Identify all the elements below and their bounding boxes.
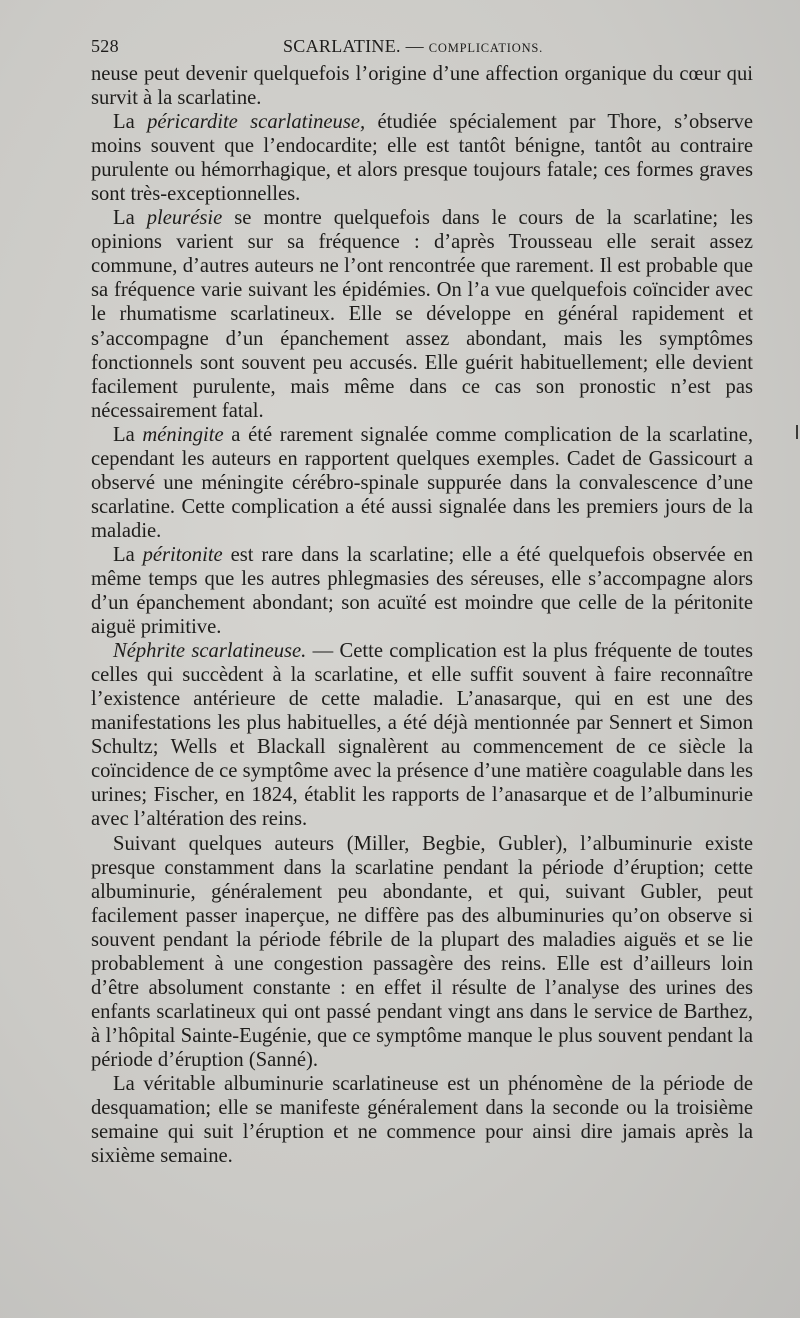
text-segment: est rare dans la scarlatine; elle a été quelquefois observée en même temps que les autres phlegmasies des séreuses, elle s’accompagne alors d’un épanchement abondant; son acuïté est moindre que celle de la péritonite aiguë primitive. [91, 543, 753, 639]
text-segment: La [113, 423, 143, 446]
page-edge-mark [796, 425, 798, 439]
book-page [91, 30, 753, 1168]
paragraph-albuminurie-auteurs [91, 832, 753, 1072]
text-segment: neuse peut devenir quelquefois l’origine d’une affection organique du cœur qui survit à la scarlatine. [91, 63, 753, 110]
text-segment: a été rarement signalée comme complication de la scarlatine, cependant les auteurs en rapportent quelques exemples. Cadet de Gassicourt a observé une méningite cérébro-spinale suppurée dans la convalescence d’une scarlatine. Cette complication a été aussi signalée dans les premiers jours de la maladie. [91, 423, 753, 542]
chapter-title: SCARLATINE. [283, 36, 401, 56]
paragraph-pericardite [91, 110, 753, 206]
paragraph-nephrite [91, 639, 753, 831]
paragraph-continuation [91, 62, 753, 110]
italic-term: pleurésie [146, 207, 223, 230]
page-number: 528 [91, 36, 119, 56]
running-title [283, 36, 543, 57]
text-segment: étudiée spécialement par Thore, s’observe moins souvent que l’endocardite; elle est tantôt bénigne, tantôt au contraire purulente ou hémorrhagique, et alors presque toujours fatale; ces formes graves sont très-exceptionnelles. [91, 111, 753, 206]
text-segment: La véritable albuminurie scarlatineuse est un phénomène de la période de desquamation; elle se manifeste généralement dans la seconde ou la troisième semaine qui suit l’éruption et ne commence pour ainsi dire jamais après la sixième semaine. [91, 1072, 753, 1168]
text-segment: La [113, 543, 143, 566]
paragraph-meningite [91, 423, 753, 543]
text-segment: La [113, 207, 147, 230]
paragraph-peritonite [91, 543, 753, 639]
title-dash: — [405, 36, 424, 56]
text-segment: Suivant quelques auteurs (Miller, Begbie, Gubler), l’albuminurie existe presque constamment dans la scarlatine pendant la période d’éruption; cette albuminurie, généralement peu abondante, et qui, suivant Gubler, peut facilement passer inaperçue, ne diffère pas des albuminuries qu’on observe si souvent pendant la période fébrile de la plupart des maladies aiguës et se lie probablement à une congestion passagère des reins. Elle est d’ailleurs loin d’être absolument constante : en effet il résulte de l’analyse des urines des enfants scarlatineux qui ont passé pendant vingt ans dans le service de Barthez, à l’hôpital Sainte-Eugénie, que ce symptôme manque le plus souvent pendant la période d’éruption (Sanné). [91, 832, 753, 1071]
section-title: COMPLICATIONS. [428, 41, 544, 55]
running-head [91, 30, 753, 62]
italic-term: méningite [142, 423, 224, 446]
body-text [91, 62, 753, 1168]
italic-term: péricardite scarlatineuse, [147, 111, 366, 134]
italic-term: Néphrite scarlatineuse. [113, 640, 307, 663]
text-segment: se montre quelquefois dans le cours de la scarlatine; les opinions varient sur sa fréquence : d’après Trousseau elle serait assez commune, d’autres auteurs ne l’ont rencontrée que rarement. Il est probable que sa fréquence varie suivant les épidémies. On l’a vue quelquefois coïncider avec le rhumatisme scarlatineux. Elle se développe en général rapidement et s’accompagne d’un épanchement assez abondant, mais les symptômes fonctionnels sont souvent peu accusés. Elle guérit habituellement; elle devient facilement purulente, mais même dans ce cas son pronostic n’est pas nécessairement fatal. [91, 207, 754, 422]
paragraph-pleuresie [91, 206, 753, 422]
text-segment: — Cette complication est la plus fréquente de toutes celles qui succèdent à la scarlatine, et elle suffit souvent à faire reconnaître l’existence antérieure de cette maladie. L’anasarque, qui en est une des manifestations les plus habituelles, a été déjà mentionnée par Sennert et Simon Schultz; Wells et Blackall signalèrent au commencement de ce siècle la coïncidence de ce symptôme avec la présence d’une matière coagulable dans les urines; Fischer, en 1824, établit les rapports de l’anasarque et de l’albuminurie avec l’altération des reins. [91, 640, 753, 831]
paragraph-albuminurie-veritable [91, 1072, 753, 1168]
italic-term: péritonite [142, 543, 223, 566]
text-segment: La [113, 111, 148, 134]
